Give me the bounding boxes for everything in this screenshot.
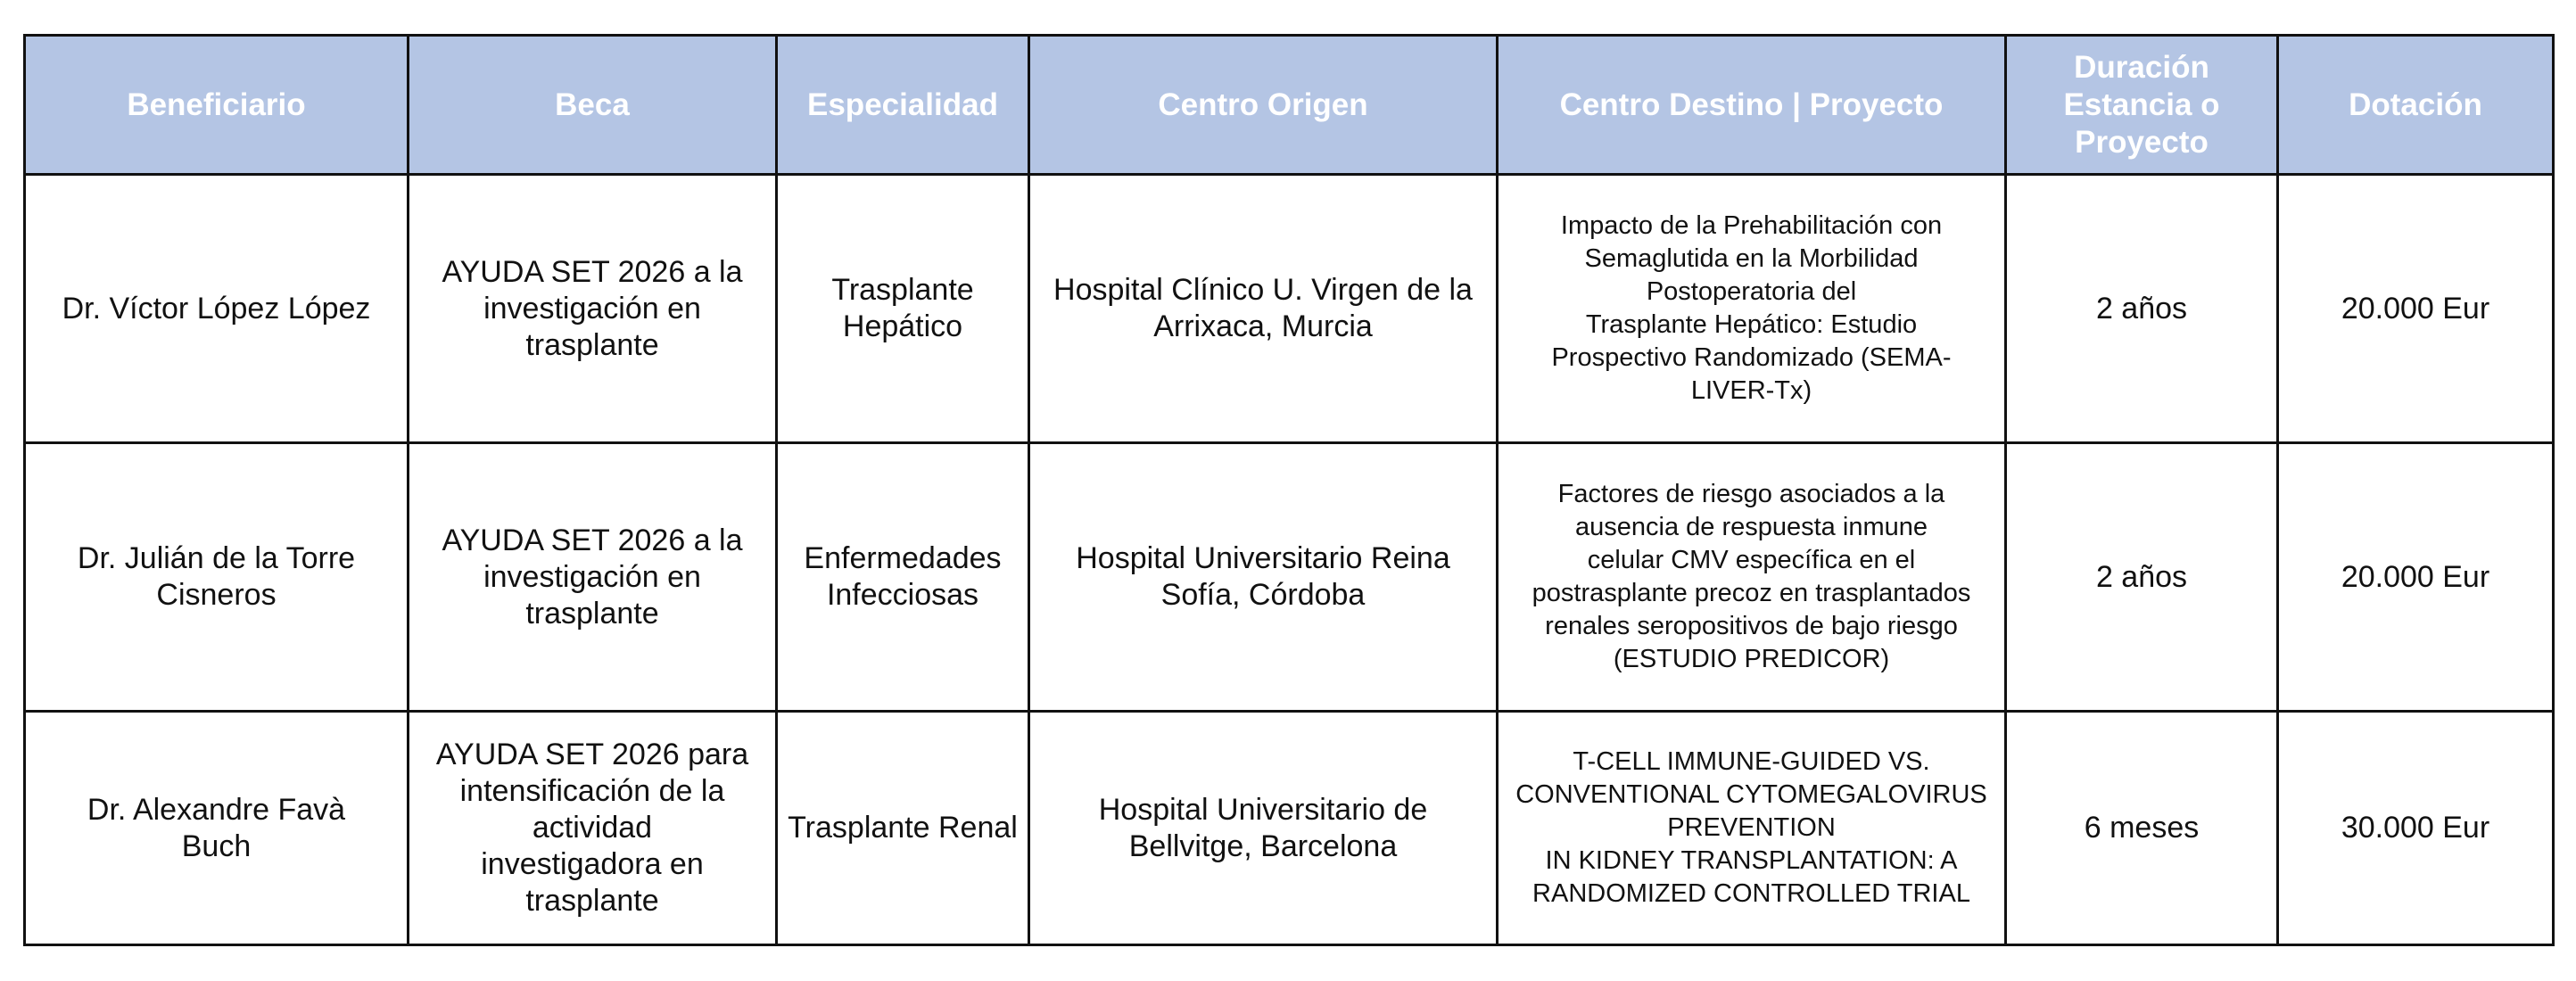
header-dotacion: Dotación [2278, 36, 2554, 175]
cell-centro-origen: Hospital Clínico U. Virgen de la Arrixaca, Murcia [1029, 175, 1498, 443]
cell-duracion: 6 meses [2006, 712, 2278, 945]
table-row [25, 712, 2554, 945]
cell-especialidad: Enfermedades Infecciosas [777, 443, 1029, 712]
table-row [25, 175, 2554, 443]
header-centro-origen: Centro Origen [1029, 36, 1498, 175]
cell-duracion: 2 años [2006, 175, 2278, 443]
cell-dotacion: 20.000 Eur [2278, 443, 2554, 712]
cell-proyecto: T-CELL IMMUNE-GUIDED VS. CONVENTIONAL CYTOMEGALOVIRUS PREVENTION IN KIDNEY TRANSPLANTATION: A RANDOMIZED CONTROLLED TRIAL [1498, 712, 2006, 945]
cell-beca: AYUDA SET 2026 a la investigación en trasplante [409, 175, 777, 443]
cell-especialidad: Trasplante Renal [777, 712, 1029, 945]
header-duracion: Duración Estancia o Proyecto [2006, 36, 2278, 175]
cell-proyecto: Factores de riesgo asociados a la ausencia de respuesta inmune celular CMV específica en el postrasplante precoz en trasplantados renales seropositivos de bajo riesgo (ESTUDIO PREDICOR) [1498, 443, 2006, 712]
table-row [25, 443, 2554, 712]
cell-beca: AYUDA SET 2026 a la investigación en trasplante [409, 443, 777, 712]
cell-beca: AYUDA SET 2026 para intensificación de la actividad investigadora en trasplante [409, 712, 777, 945]
header-centro-destino-proyecto: Centro Destino | Proyecto [1498, 36, 2006, 175]
header-row [25, 36, 2554, 175]
cell-proyecto: Impacto de la Prehabilitación con Semaglutida en la Morbilidad Postoperatoria del Trasplante Hepático: Estudio Prospectivo Randomizado (SEMA- LIVER-Tx) [1498, 175, 2006, 443]
cell-centro-origen: Hospital Universitario Reina Sofía, Córdoba [1029, 443, 1498, 712]
cell-beneficiario: Dr. Julián de la Torre Cisneros [25, 443, 409, 712]
cell-beneficiario: Dr. Víctor López López [25, 175, 409, 443]
cell-centro-origen: Hospital Universitario de Bellvitge, Barcelona [1029, 712, 1498, 945]
header-beneficiario: Beneficiario [25, 36, 409, 175]
header-especialidad: Especialidad [777, 36, 1029, 175]
cell-dotacion: 20.000 Eur [2278, 175, 2554, 443]
grants-table [23, 34, 2555, 946]
cell-duracion: 2 años [2006, 443, 2278, 712]
cell-beneficiario: Dr. Alexandre Favà Buch [25, 712, 409, 945]
header-beca: Beca [409, 36, 777, 175]
cell-especialidad: Trasplante Hepático [777, 175, 1029, 443]
cell-dotacion: 30.000 Eur [2278, 712, 2554, 945]
